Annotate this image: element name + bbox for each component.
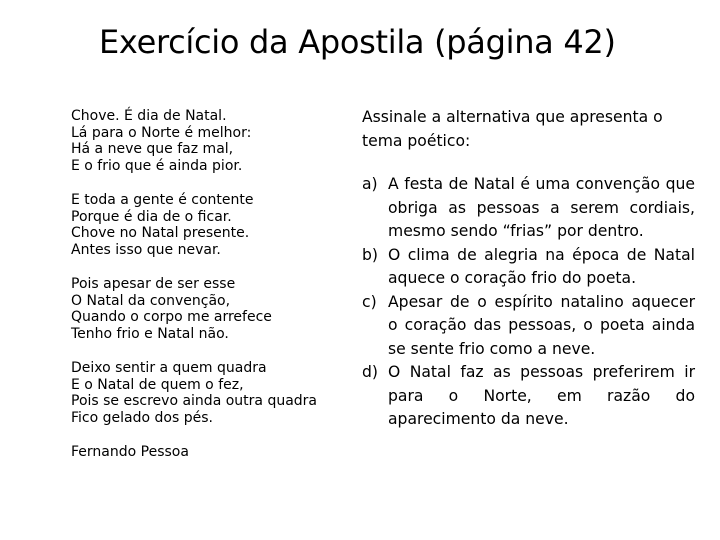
option-letter: c) xyxy=(362,292,377,311)
poem-stanza xyxy=(71,360,341,426)
poem-line: Antes isso que nevar. xyxy=(71,241,221,258)
poem-line: Quando o corpo me arrefece xyxy=(71,309,272,325)
poem-line: E o Natal de quem o fez, xyxy=(71,376,244,393)
option-text: O clima de alegria na época de Natal aquece o coração frio do poeta. xyxy=(388,245,695,287)
poem-line: Chove. É dia de Natal. xyxy=(71,108,227,124)
option-text: A festa de Natal é uma convenção que obriga as pessoas a serem cordiais, mesmo sendo “frias” por dentro. xyxy=(388,175,695,240)
page-title: Exercício da Apostila (página 42) xyxy=(99,23,616,61)
poem-line: Chove no Natal presente. xyxy=(71,225,250,241)
poem-line: Há a neve que faz mal, xyxy=(71,141,234,157)
poem-line: Pois apesar de ser esse xyxy=(71,276,236,292)
poem-line: E toda a gente é contente xyxy=(71,192,254,208)
option-text: Apesar de o espírito natalino aquecer o coração das pessoas, o poeta ainda se sente frio como a neve. xyxy=(388,292,695,358)
poem-line: Tenho frio e Natal não. xyxy=(71,325,229,342)
poem xyxy=(71,108,341,461)
poem-stanza xyxy=(71,276,341,342)
answer-option-b xyxy=(362,244,695,291)
answer-options xyxy=(362,173,695,432)
option-letter: b) xyxy=(362,245,378,264)
poem-line: O Natal da convenção, xyxy=(71,292,231,309)
poem-line: Pois se escrevo ainda outra quadra xyxy=(71,393,317,409)
question xyxy=(362,106,695,432)
answer-option-d xyxy=(362,361,695,432)
poem-line: Fico gelado dos pés. xyxy=(71,409,213,426)
poem-line: E o frio que é ainda pior. xyxy=(71,157,243,174)
question-prompt: Assinale a alternativa que apresenta o tema poético: xyxy=(362,108,663,150)
poem-line: Lá para o Norte é melhor: xyxy=(71,124,252,141)
poem-stanza xyxy=(71,192,341,258)
answer-option-a xyxy=(362,173,695,244)
answer-option-c xyxy=(362,291,695,362)
option-letter: a) xyxy=(362,175,378,193)
option-text: O Natal faz as pessoas preferirem ir para o Norte, em razão do aparecimento da neve. xyxy=(388,363,695,428)
poem-line: Porque é dia de o ficar. xyxy=(71,208,232,225)
poem-line: Deixo sentir a quem quadra xyxy=(71,360,267,376)
poem-author: Fernando Pessoa xyxy=(71,444,189,460)
option-letter: d) xyxy=(362,363,378,381)
poem-stanza xyxy=(71,108,341,174)
